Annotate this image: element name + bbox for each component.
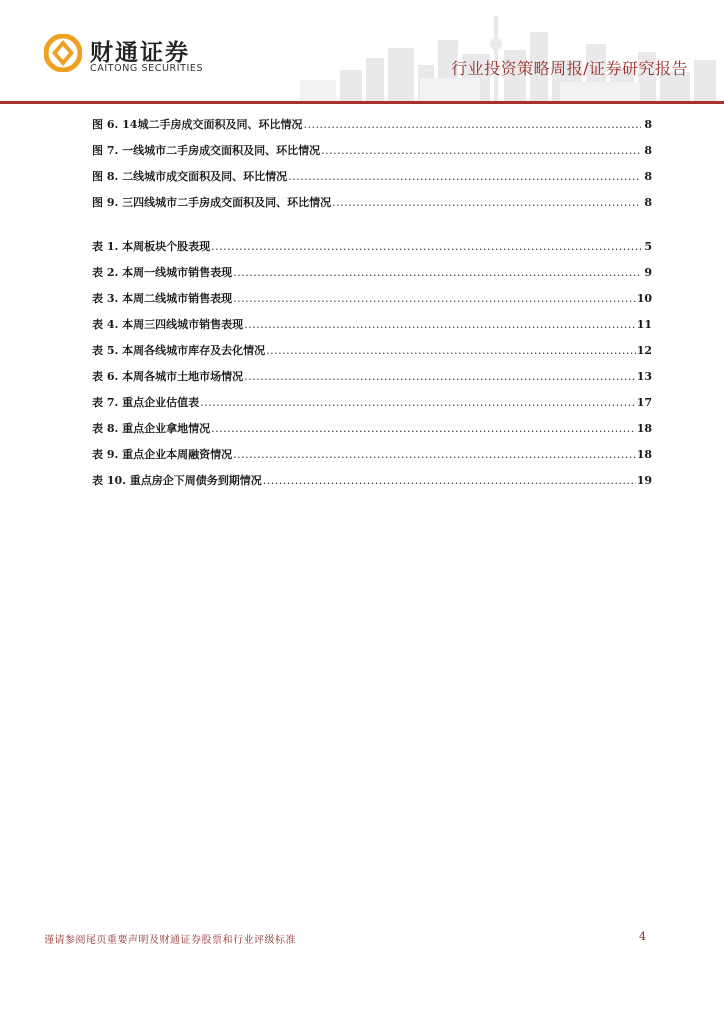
toc-entry-page: 17 — [636, 396, 652, 409]
toc-entry[interactable] — [92, 390, 652, 416]
toc-entry-label: 表 5. 本周各线城市库存及去化情况 — [92, 344, 266, 357]
table-list — [92, 234, 652, 494]
toc-entry[interactable] — [92, 338, 652, 364]
toc-entry[interactable] — [92, 138, 652, 164]
dot-leader — [321, 138, 641, 164]
toc-entry[interactable] — [92, 416, 652, 442]
toc-entry-page: 10 — [636, 292, 652, 305]
dot-leader — [263, 468, 636, 494]
figure-list — [92, 112, 652, 216]
toc-entry[interactable] — [92, 190, 652, 216]
dot-leader — [266, 338, 636, 364]
report-type-title: 行业投资策略周报/证券研究报告 — [451, 59, 688, 78]
toc-entry-page: 13 — [636, 370, 652, 383]
toc-entry-label: 表 6. 本周各城市土地市场情况 — [92, 370, 244, 383]
table-of-contents — [92, 112, 652, 494]
toc-entry-label: 表 1. 本周板块个股表现 — [92, 240, 211, 253]
toc-entry-label: 表 3. 本周二线城市销售表现 — [92, 292, 233, 305]
toc-entry-page: 9 — [644, 266, 652, 279]
toc-entry-page: 5 — [644, 240, 652, 253]
footer-disclaimer: 谨请参阅尾页重要声明及财通证券股票和行业评级标准 — [44, 935, 296, 946]
toc-entry-label: 表 4. 本周三四线城市销售表现 — [92, 318, 244, 331]
caitong-logo-icon — [44, 34, 82, 72]
toc-entry-label: 图 8. 二线城市成交面积及同、环比情况 — [92, 170, 288, 183]
page-number: 4 — [639, 930, 646, 943]
toc-entry-label: 表 9. 重点企业本周融资情况 — [92, 448, 233, 461]
toc-entry-page: 8 — [644, 170, 652, 183]
toc-entry-page: 18 — [636, 448, 652, 461]
toc-entry[interactable] — [92, 312, 652, 338]
page-header — [0, 0, 724, 104]
toc-entry-label: 图 9. 三四线城市二手房成交面积及同、环比情况 — [92, 196, 332, 209]
dot-leader — [288, 164, 641, 190]
toc-entry-page: 8 — [644, 118, 652, 131]
dot-leader — [332, 190, 641, 216]
toc-entry[interactable] — [92, 260, 652, 286]
section-gap — [92, 216, 652, 234]
toc-entry-page: 8 — [644, 144, 652, 157]
dot-leader — [233, 260, 641, 286]
toc-entry[interactable] — [92, 234, 652, 260]
dot-leader — [303, 112, 641, 138]
toc-entry-label: 图 7. 一线城市二手房成交面积及同、环比情况 — [92, 144, 321, 157]
toc-entry[interactable] — [92, 164, 652, 190]
toc-entry[interactable] — [92, 112, 652, 138]
toc-entry-label: 图 6. 14城二手房成交面积及同、环比情况 — [92, 118, 303, 131]
dot-leader — [211, 416, 636, 442]
header-divider — [0, 101, 724, 104]
toc-entry-label: 表 2. 本周一线城市销售表现 — [92, 266, 233, 279]
dot-leader — [244, 312, 636, 338]
brand-name-en: CAITONG SECURITIES — [90, 63, 204, 74]
toc-entry-page: 11 — [636, 318, 652, 331]
toc-entry-label: 表 8. 重点企业拿地情况 — [92, 422, 211, 435]
toc-entry-label: 表 10. 重点房企下周债务到期情况 — [92, 474, 262, 487]
toc-entry[interactable] — [92, 364, 652, 390]
dot-leader — [211, 234, 641, 260]
toc-entry-page: 19 — [636, 474, 652, 487]
toc-entry-page: 8 — [644, 196, 652, 209]
brand-name-cn: 财通证券 — [90, 40, 190, 66]
toc-entry-page: 12 — [636, 344, 652, 357]
dot-leader — [244, 364, 636, 390]
toc-entry[interactable] — [92, 442, 652, 468]
toc-entry[interactable] — [92, 286, 652, 312]
toc-entry-label: 表 7. 重点企业估值表 — [92, 396, 200, 409]
toc-entry[interactable] — [92, 468, 652, 494]
dot-leader — [233, 442, 636, 468]
dot-leader — [233, 286, 636, 312]
dot-leader — [200, 390, 636, 416]
toc-entry-page: 18 — [636, 422, 652, 435]
